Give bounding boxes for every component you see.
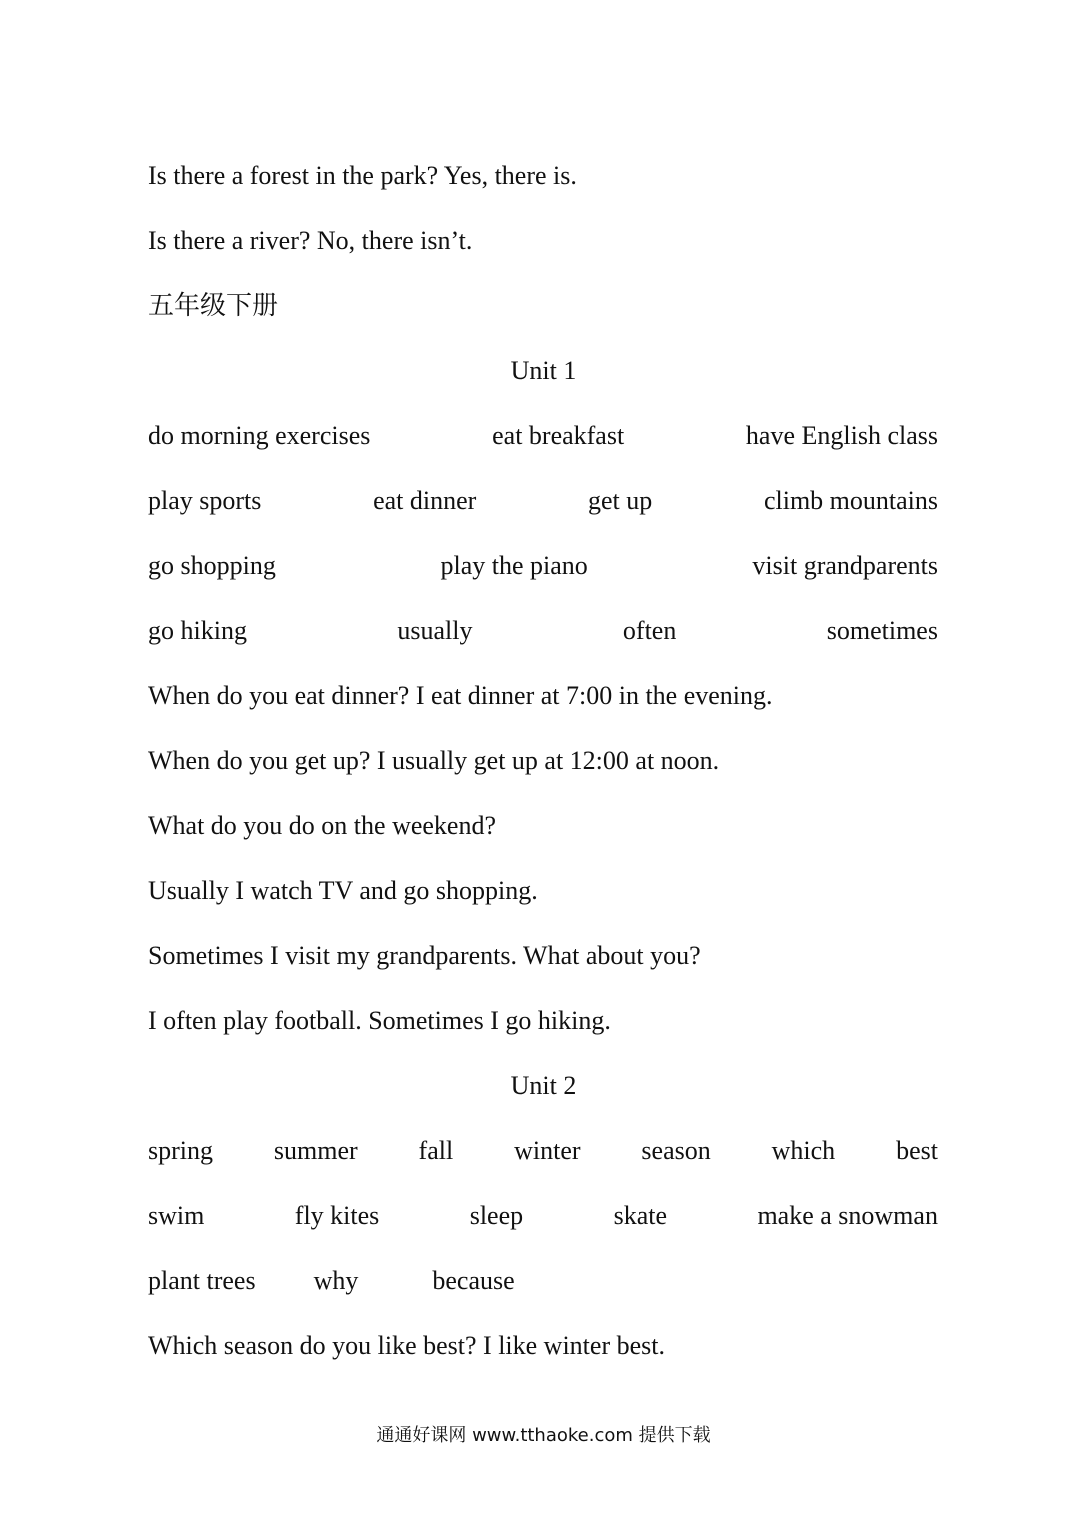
vocab-item: spring: [148, 1136, 213, 1165]
vocab-item: season: [641, 1136, 711, 1165]
vocab-item: skate: [613, 1201, 667, 1230]
vocab-item: winter: [514, 1136, 581, 1165]
unit-2-vocab-row-3: [148, 1261, 938, 1301]
unit-1-sentence-6: I often play football. Sometimes I go hiking.: [148, 1006, 611, 1035]
unit-1-sentence-2: When do you get up? I usually get up at 12:00 at noon.: [148, 746, 720, 775]
sentence-river: Is there a river? No, there isn’t.: [148, 226, 473, 255]
vocab-item: often: [622, 616, 677, 645]
unit-2-sentence-1: Which season do you like best? I like winter best.: [148, 1331, 665, 1360]
unit-2-vocab-row-2: [148, 1196, 938, 1236]
section-heading: 五年级下册: [148, 291, 279, 321]
vocab-item: because: [432, 1266, 515, 1295]
vocab-item: which: [771, 1136, 836, 1165]
vocab-item: play the piano: [440, 551, 588, 580]
vocab-item: summer: [273, 1136, 358, 1165]
vocab-item: make a snowman: [757, 1201, 938, 1230]
unit-1-sentence-4: Usually I watch TV and go shopping.: [148, 876, 538, 905]
vocab-item: go hiking: [148, 616, 247, 645]
vocab-item: fall: [418, 1136, 454, 1165]
page-footer: 通通好课网 www.tthaoke.com 提供下载: [376, 1425, 711, 1446]
unit-1-heading: Unit 1: [510, 356, 577, 385]
vocab-item: eat dinner: [373, 486, 477, 515]
unit-1-vocab-row-1: [148, 416, 938, 456]
unit-1-sentence-3: What do you do on the weekend?: [148, 811, 497, 840]
vocab-item: eat breakfast: [492, 421, 625, 450]
vocab-item: swim: [148, 1201, 205, 1230]
unit-1-vocab-row-3: [148, 546, 938, 586]
unit-2-vocab-row-1: [148, 1131, 938, 1171]
vocab-item: have English class: [745, 421, 938, 450]
unit-1-sentence-1: When do you eat dinner? I eat dinner at 7:00 in the evening.: [148, 681, 773, 710]
vocab-item: visit grandparents: [752, 551, 938, 580]
vocab-item: play sports: [148, 486, 262, 515]
unit-1-sentence-5: Sometimes I visit my grandparents. What about you?: [148, 941, 701, 970]
vocab-item: sleep: [469, 1201, 524, 1230]
unit-1-vocab-row-2: [148, 481, 938, 521]
vocab-item: plant trees: [148, 1266, 256, 1295]
vocab-item: fly kites: [294, 1201, 380, 1230]
unit-2-heading: Unit 2: [510, 1071, 577, 1100]
vocab-item: why: [313, 1266, 359, 1295]
vocab-item: go shopping: [148, 551, 276, 580]
vocab-item: usually: [397, 616, 473, 645]
vocab-item: sometimes: [826, 616, 938, 645]
vocab-item: climb mountains: [763, 486, 938, 515]
vocab-item: get up: [588, 486, 653, 515]
vocab-item: best: [896, 1136, 938, 1165]
unit-1-vocab-row-4: [148, 611, 938, 651]
sentence-forest: Is there a forest in the park? Yes, there is.: [148, 161, 577, 190]
vocab-item: do morning exercises: [148, 421, 371, 450]
